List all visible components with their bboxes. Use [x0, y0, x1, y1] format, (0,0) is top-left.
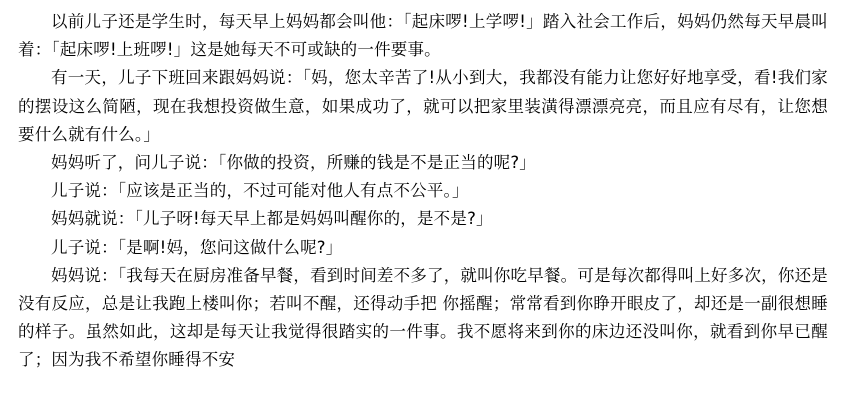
document-body [18, 8, 828, 375]
paragraph: 以前儿子还是学生时，每天早上妈妈都会叫他：「起床啰!上学啰!」踏入社会工作后，妈妈仍然每天早晨叫着：「起床啰!上班啰!」这是她每天不可或缺的一件要事。 [18, 12, 828, 60]
paragraph: 妈妈说：「我每天在厨房准备早餐，看到时间差不多了，就叫你吃早餐。可是每次都得叫上好多次，你还是没有反应，总是让我跑上楼叫你；若叫不醒，还得动手把 你摇醒；常常看到你睁开眼皮了，却还是一副很想睡的样子。虽然如此，这却是每天让我觉得很踏实的一件事。我不愿将来到你的床边还没叫你，就看到你早已醒 了；因为我不希望你睡得不安 [18, 265, 828, 370]
paragraph: 儿子说：「应该是正当的，不过可能对他人有点不公平。」 [51, 181, 469, 201]
paragraph: 妈妈听了，问儿子说：「你做的投资，所赚的钱是不是正当的呢?」 [51, 153, 537, 173]
paragraph: 妈妈就说：「儿子呀!每天早上都是妈妈叫醒你的，是不是?」 [51, 209, 493, 229]
paragraph: 儿子说：「是啊!妈，您问这做什么呢?」 [51, 237, 343, 257]
paragraph: 有一天，儿子下班回来跟妈妈说：「妈，您太辛苦了!从小到大，我都没有能力让您好好地享受，看!我们家的摆设这么简陋，现在我想投资做生意，如果成功了，就可以把家里装潢得漂漂亮亮，而且应有尽有，让您想要什么就有什么。」 [18, 68, 828, 144]
